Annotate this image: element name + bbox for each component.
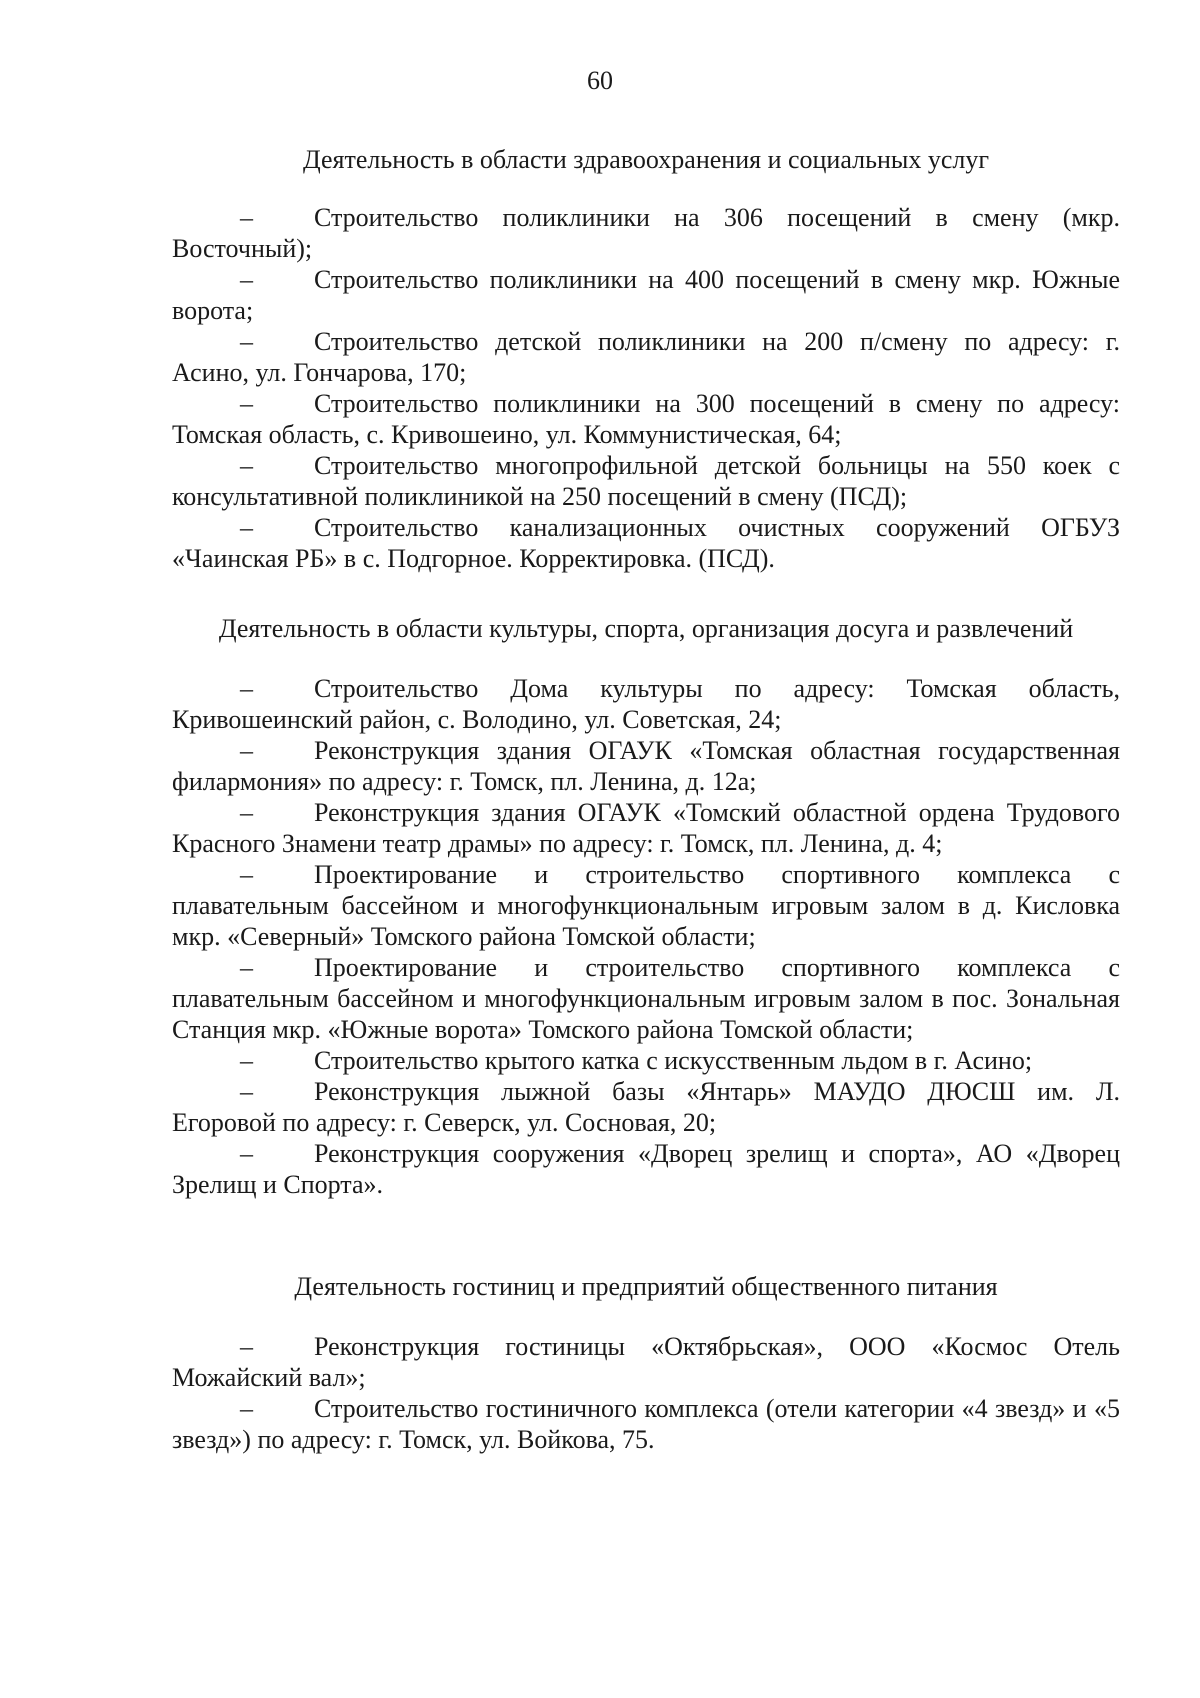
list-item-text: Реконструкция сооружения «Дворец зрелищ и спорта», АО «Дворец Зрелищ и Спорта». — [172, 1139, 1120, 1199]
list-item-text: Строительство канализационных очистных сооружений ОГБУЗ «Чаинская РБ» в с. Подгорное. Корректировка. (ПСД). — [172, 513, 1120, 573]
list-item-text: Строительство гостиничного комплекса (отели категории «4 звезд» и «5 звезд») по адресу: г. Томск, ул. Войкова, 75. — [172, 1394, 1120, 1454]
dash-bullet: – — [240, 736, 253, 765]
list-item — [172, 450, 1120, 512]
list-item-text: Строительство поликлиники на 400 посещений в смену мкр. Южные ворота; — [172, 265, 1120, 325]
dash-bullet: – — [240, 860, 253, 889]
dash-bullet: – — [240, 265, 253, 294]
list-item-text: Строительство Дома культуры по адресу: Томская область, Кривошеинский район, с. Володино, ул. Советская, 24; — [172, 674, 1120, 734]
section-heading: Деятельность гостиниц и предприятий общественного питания — [294, 1272, 998, 1301]
list-item — [172, 326, 1120, 388]
list-item-text: Строительство поликлиники на 300 посещений в смену по адресу: Томская область, с. Кривошеино, ул. Коммунистическая, 64; — [172, 389, 1120, 449]
list-item — [172, 1138, 1120, 1200]
section-list — [172, 673, 1120, 1200]
dash-bullet: – — [240, 798, 253, 827]
list-item-text: Проектирование и строительство спортивного комплекса с плавательным бассейном и многофункциональным игровым залом в д. Кисловка мкр. «Северный» Томского района Томской области; — [172, 860, 1120, 951]
dash-bullet: – — [240, 203, 253, 232]
dash-bullet: – — [240, 1046, 253, 1075]
list-item-text: Строительство детской поликлиники на 200 п/смену по адресу: г. Асино, ул. Гончарова, 170; — [172, 327, 1120, 387]
list-item — [172, 673, 1120, 735]
dash-bullet: – — [240, 674, 253, 703]
dash-bullet: – — [240, 513, 253, 542]
list-item-text: Реконструкция гостиницы «Октябрьская», ООО «Космос Отель Можайский вал»; — [172, 1332, 1120, 1392]
dash-bullet: – — [240, 1077, 253, 1106]
section-list — [172, 202, 1120, 574]
list-item-text: Реконструкция лыжной базы «Янтарь» МАУДО ДЮСШ им. Л. Егоровой по адресу: г. Северск, ул. Сосновая, 20; — [172, 1077, 1120, 1137]
dash-bullet: – — [240, 389, 253, 418]
list-item — [172, 952, 1120, 1045]
section-list — [172, 1331, 1120, 1455]
section-heading: Деятельность в области здравоохранения и социальных услуг — [302, 145, 990, 174]
section-heading: Деятельность в области культуры, спорта, организация досуга и развлечений — [218, 614, 1074, 643]
list-item — [172, 859, 1120, 952]
list-item — [172, 735, 1120, 797]
list-item — [172, 264, 1120, 326]
list-item — [172, 1331, 1120, 1393]
list-item-text: Строительство многопрофильной детской больницы на 550 коек с консультативной поликлиникой на 250 посещений в смену (ПСД); — [172, 451, 1120, 511]
list-item-text: Строительство поликлиники на 306 посещений в смену (мкр. Восточный); — [172, 203, 1120, 263]
dash-bullet: – — [240, 1394, 253, 1423]
list-item — [172, 202, 1120, 264]
list-item — [172, 1076, 1120, 1138]
list-item-text: Строительство крытого катка с искусственным льдом в г. Асино; — [314, 1046, 1033, 1075]
dash-bullet: – — [240, 327, 253, 356]
list-item-text: Проектирование и строительство спортивного комплекса с плавательным бассейном и многофункциональным игровым залом в пос. Зональная Станция мкр. «Южные ворота» Томского района Томской области; — [172, 953, 1120, 1044]
dash-bullet: – — [240, 1139, 253, 1168]
list-item-text: Реконструкция здания ОГАУК «Томская областная государственная филармония» по адресу: г. Томск, пл. Ленина, д. 12а; — [172, 736, 1120, 796]
list-item — [172, 1393, 1120, 1455]
dash-bullet: – — [240, 1332, 253, 1361]
list-item — [172, 1045, 1120, 1076]
list-item — [172, 797, 1120, 859]
dash-bullet: – — [240, 953, 253, 982]
page-number: 60 — [587, 66, 613, 95]
list-item — [172, 388, 1120, 450]
dash-bullet: – — [240, 451, 253, 480]
list-item-text: Реконструкция здания ОГАУК «Томский областной ордена Трудового Красного Знамени театр драмы» по адресу: г. Томск, пл. Ленина, д. 4; — [172, 798, 1120, 858]
list-item — [172, 512, 1120, 574]
